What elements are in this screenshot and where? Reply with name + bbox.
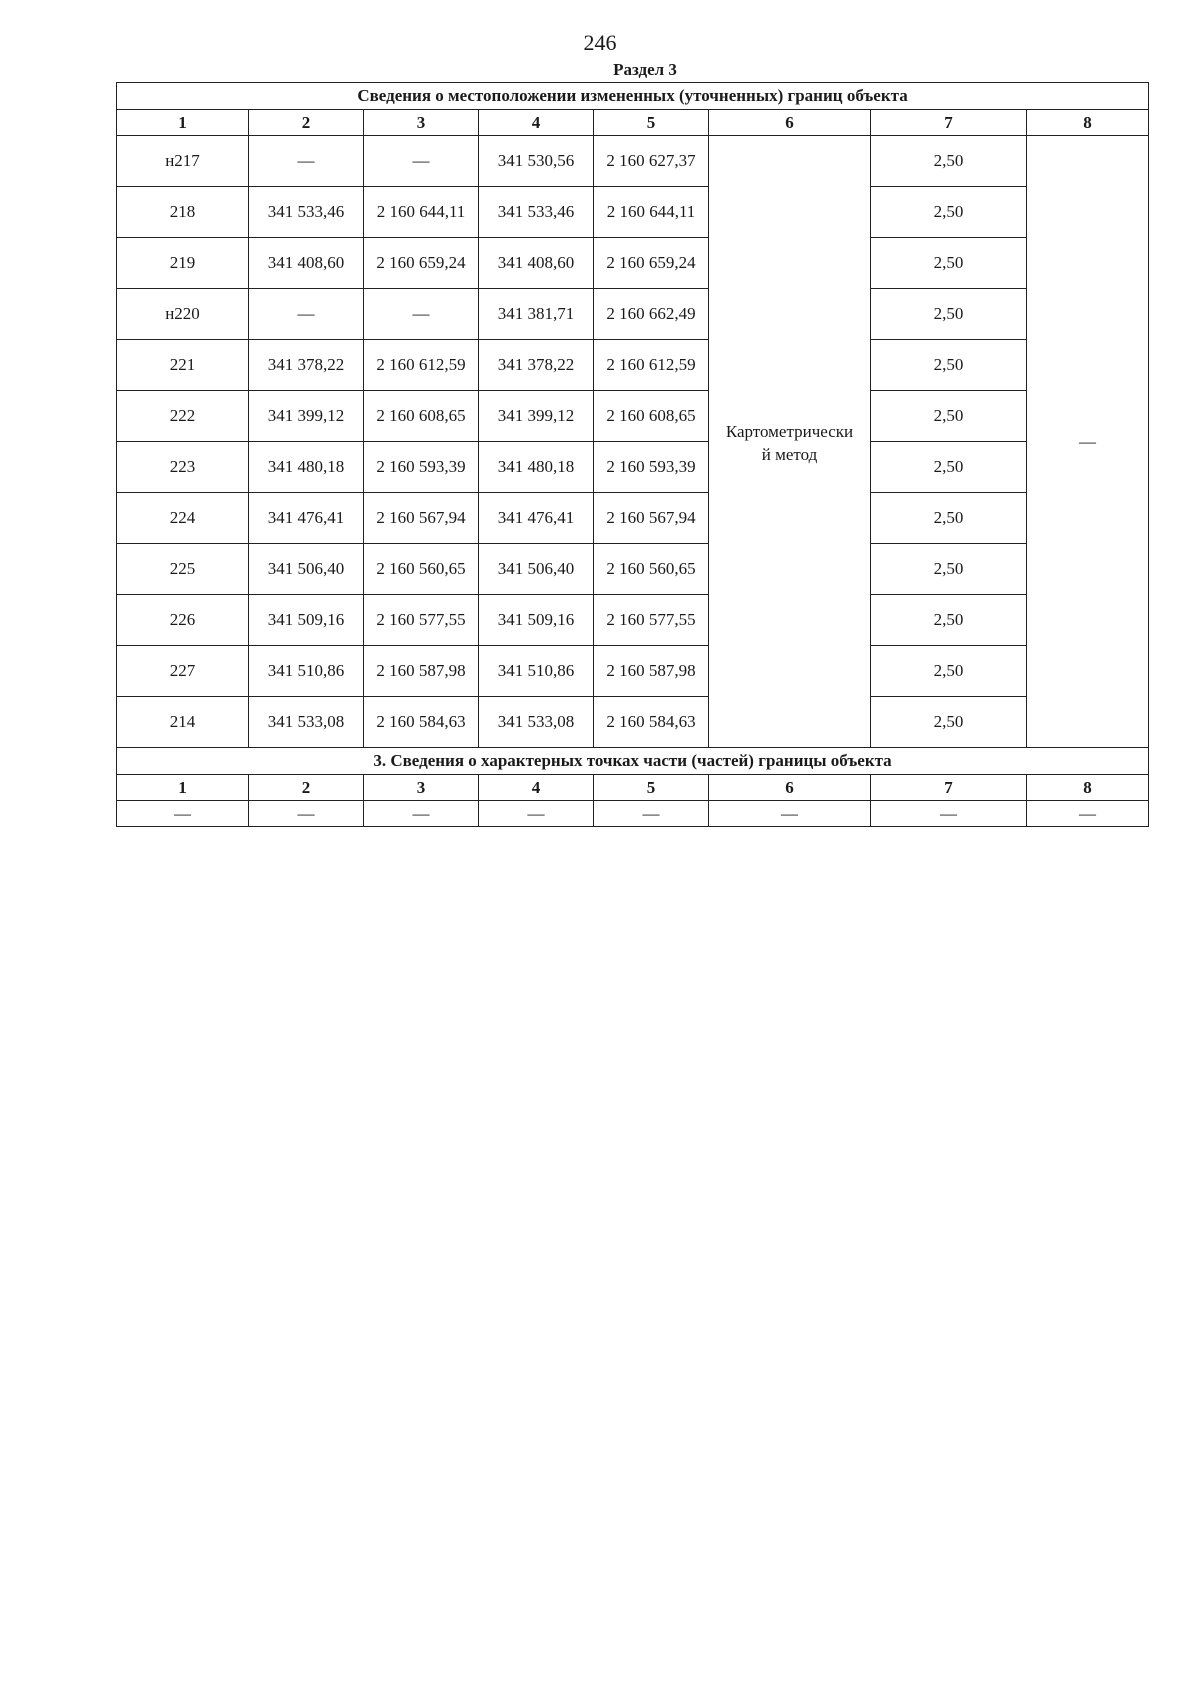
new-x-cell: 341 533,46 — [479, 187, 594, 238]
method-text-line2: й метод — [761, 444, 818, 464]
old-y-cell: 2 160 577,55 — [364, 595, 479, 646]
new-y-cell: 2 160 593,39 — [594, 442, 709, 493]
table1-header-cell: 7 — [871, 110, 1027, 136]
col8-cell: — — [1027, 136, 1149, 748]
point-number-cell: 227 — [117, 646, 249, 697]
table2-header-cell: 1 — [117, 775, 249, 801]
old-y-cell: 2 160 593,39 — [364, 442, 479, 493]
table1-title: Сведения о местоположении измененных (уточненных) границ объекта — [117, 83, 1149, 110]
table2-header-cell: 3 — [364, 775, 479, 801]
old-x-cell: 341 509,16 — [249, 595, 364, 646]
table2-cell: — — [1027, 801, 1149, 827]
new-y-cell: 2 160 662,49 — [594, 289, 709, 340]
new-y-cell: 2 160 644,11 — [594, 187, 709, 238]
new-x-cell: 341 378,22 — [479, 340, 594, 391]
point-number-cell: 221 — [117, 340, 249, 391]
new-x-cell: 341 533,08 — [479, 697, 594, 748]
new-x-cell: 341 476,41 — [479, 493, 594, 544]
point-number-cell: н220 — [117, 289, 249, 340]
table-row — [117, 187, 1149, 238]
old-y-cell: 2 160 567,94 — [364, 493, 479, 544]
table1-header-cell: 1 — [117, 110, 249, 136]
old-x-cell: 341 408,60 — [249, 238, 364, 289]
table2-cell: — — [594, 801, 709, 827]
old-x-cell: 341 533,08 — [249, 697, 364, 748]
method-text-line1: Картометрически — [725, 421, 854, 441]
boundary-table-container — [116, 82, 1148, 827]
point-number-cell: 224 — [117, 493, 249, 544]
table2-header-cell: 5 — [594, 775, 709, 801]
point-number-cell: 219 — [117, 238, 249, 289]
new-x-cell: 341 480,18 — [479, 442, 594, 493]
new-x-cell: 341 408,60 — [479, 238, 594, 289]
table-row — [117, 544, 1149, 595]
new-x-cell: 341 381,71 — [479, 289, 594, 340]
point-number-cell: 214 — [117, 697, 249, 748]
table2-header-cell: 6 — [709, 775, 871, 801]
accuracy-cell: 2,50 — [871, 289, 1027, 340]
new-x-cell: 341 509,16 — [479, 595, 594, 646]
new-y-cell: 2 160 560,65 — [594, 544, 709, 595]
old-y-cell: 2 160 644,11 — [364, 187, 479, 238]
old-x-cell: 341 378,22 — [249, 340, 364, 391]
table2-cell: — — [117, 801, 249, 827]
accuracy-cell: 2,50 — [871, 646, 1027, 697]
point-number-cell: 218 — [117, 187, 249, 238]
table2-header-cell: 4 — [479, 775, 594, 801]
old-y-cell: 2 160 584,63 — [364, 697, 479, 748]
table2-cell: — — [479, 801, 594, 827]
table1-header-cell: 2 — [249, 110, 364, 136]
table-row — [117, 493, 1149, 544]
table-row — [117, 238, 1149, 289]
table1-header-cell: 3 — [364, 110, 479, 136]
new-y-cell: 2 160 584,63 — [594, 697, 709, 748]
accuracy-cell: 2,50 — [871, 187, 1027, 238]
method-cell — [709, 136, 871, 748]
table-row — [117, 442, 1149, 493]
old-x-cell: 341 533,46 — [249, 187, 364, 238]
page-number: 246 — [583, 30, 617, 55]
table2-row — [117, 801, 1149, 827]
old-x-cell: 341 399,12 — [249, 391, 364, 442]
point-number-cell: 225 — [117, 544, 249, 595]
boundary-table — [116, 82, 1149, 827]
new-x-cell: 341 506,40 — [479, 544, 594, 595]
old-x-cell: — — [249, 289, 364, 340]
table-row — [117, 391, 1149, 442]
old-x-cell: 341 506,40 — [249, 544, 364, 595]
old-y-cell: 2 160 612,59 — [364, 340, 479, 391]
old-y-cell: — — [364, 136, 479, 187]
new-y-cell: 2 160 659,24 — [594, 238, 709, 289]
point-number-cell: 222 — [117, 391, 249, 442]
table2-header-row — [117, 775, 1149, 801]
new-y-cell: 2 160 587,98 — [594, 646, 709, 697]
old-x-cell: 341 480,18 — [249, 442, 364, 493]
accuracy-cell: 2,50 — [871, 595, 1027, 646]
table2-header-cell: 8 — [1027, 775, 1149, 801]
table-row — [117, 697, 1149, 748]
section-label: Раздел 3 — [613, 60, 677, 79]
accuracy-cell: 2,50 — [871, 238, 1027, 289]
table2-header-cell: 2 — [249, 775, 364, 801]
table2-cell: — — [249, 801, 364, 827]
new-y-cell: 2 160 627,37 — [594, 136, 709, 187]
accuracy-cell: 2,50 — [871, 493, 1027, 544]
table1-header-cell: 5 — [594, 110, 709, 136]
table1-header-cell: 4 — [479, 110, 594, 136]
table1-header-cell: 6 — [709, 110, 871, 136]
old-y-cell: 2 160 659,24 — [364, 238, 479, 289]
table2-cell: — — [709, 801, 871, 827]
table2-title: 3. Сведения о характерных точках части (частей) границы объекта — [117, 748, 1149, 775]
new-y-cell: 2 160 577,55 — [594, 595, 709, 646]
accuracy-cell: 2,50 — [871, 391, 1027, 442]
table-row — [117, 595, 1149, 646]
accuracy-cell: 2,50 — [871, 340, 1027, 391]
new-y-cell: 2 160 612,59 — [594, 340, 709, 391]
new-x-cell: 341 530,56 — [479, 136, 594, 187]
table2-header-cell: 7 — [871, 775, 1027, 801]
old-y-cell: 2 160 608,65 — [364, 391, 479, 442]
accuracy-cell: 2,50 — [871, 544, 1027, 595]
table2-cell: — — [364, 801, 479, 827]
table-row — [117, 289, 1149, 340]
new-y-cell: 2 160 608,65 — [594, 391, 709, 442]
point-number-cell: н217 — [117, 136, 249, 187]
old-y-cell: 2 160 560,65 — [364, 544, 479, 595]
accuracy-cell: 2,50 — [871, 136, 1027, 187]
new-y-cell: 2 160 567,94 — [594, 493, 709, 544]
old-y-cell: 2 160 587,98 — [364, 646, 479, 697]
old-x-cell: 341 510,86 — [249, 646, 364, 697]
old-y-cell: — — [364, 289, 479, 340]
table2-cell: — — [871, 801, 1027, 827]
accuracy-cell: 2,50 — [871, 697, 1027, 748]
accuracy-cell: 2,50 — [871, 442, 1027, 493]
new-x-cell: 341 510,86 — [479, 646, 594, 697]
old-x-cell: — — [249, 136, 364, 187]
old-x-cell: 341 476,41 — [249, 493, 364, 544]
point-number-cell: 226 — [117, 595, 249, 646]
table1-header-cell: 8 — [1027, 110, 1149, 136]
new-x-cell: 341 399,12 — [479, 391, 594, 442]
table-row — [117, 340, 1149, 391]
table-row — [117, 136, 1149, 187]
table1-header-row — [117, 110, 1149, 136]
point-number-cell: 223 — [117, 442, 249, 493]
table-row — [117, 646, 1149, 697]
